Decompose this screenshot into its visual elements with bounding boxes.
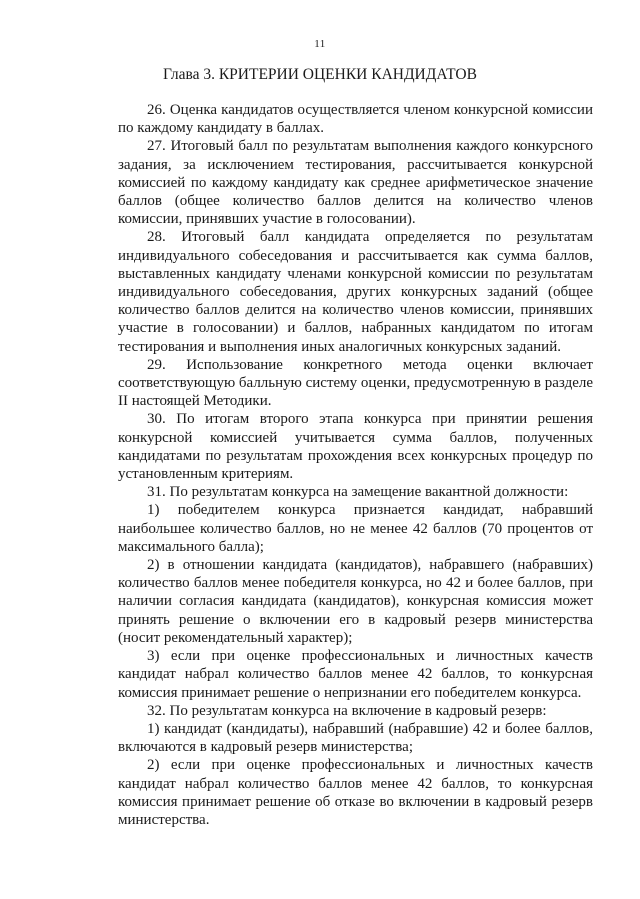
paragraph-30: 30. По итогам второго этапа конкурса при принятии решения конкурсной комиссией учитывается сумма баллов, полученных кандидатами по результатам прохождения всех конкурсных процедур по установленным критериям. <box>118 411 593 483</box>
paragraph-29: 29. Использование конкретного метода оценки включает соответствующую балльную систему оценки, предусмотренную в разделе II настоящей Методики. <box>118 356 593 410</box>
paragraph-27: 27. Итоговый балл по результатам выполнения каждого конкурсного задания, за исключением тестирования, рассчитывается конкурсной комиссией по каждому кандидату как среднее арифметическое значение баллов (общее количество баллов делится на количество членов комиссии, принявших участие в голосовании). <box>118 138 593 228</box>
paragraph-28: 28. Итоговый балл кандидата определяется по результатам индивидуального собеседования и рассчитывается как сумма баллов, выставленных кандидату членами конкурсной комиссии по результатам индивидуального собеседования, других конкурсных заданий (общее количество баллов делится на количество членов комиссии, принявших участие в голосовании) и баллов, набранных кандидатом по итогам тестирования и выполнения иных аналогичных конкурсных заданий. <box>118 229 593 355</box>
paragraph-26: 26. Оценка кандидатов осуществляется членом конкурсной комиссии по каждому кандидату в баллах. <box>118 102 593 137</box>
paragraph-32: 32. По результатам конкурса на включение в кадровый резерв: <box>147 702 547 719</box>
paragraph-32-item-1: 1) кандидат (кандидаты), набравший (набравшие) 42 и более баллов, включаются в кадровый резерв министерства; <box>118 720 593 756</box>
page-number: 11 <box>314 38 326 50</box>
paragraph-32-item-2: 2) если при оценке профессиональных и личностных качеств кандидат набрал количество баллов менее 42 баллов, то конкурсная комиссия принимает решение об отказе во включении в кадровый резерв министерства. <box>118 757 593 828</box>
paragraph-31: 31. По результатам конкурса на замещение вакантной должности: <box>147 484 569 501</box>
document-body <box>118 101 593 829</box>
paragraph-31-item-2: 2) в отношении кандидата (кандидатов), набравшего (набравших) количество баллов менее победителя конкурса, но 42 и более баллов, при наличии согласия кандидата (кандидатов), конкурсная комиссия может принять решение о включении его в кадровый резерв министерства (носит рекомендательный характер); <box>118 557 593 646</box>
paragraph-31-item-3: 3) если при оценке профессиональных и личностных качеств кандидат набрал количество баллов менее 42 баллов, то конкурсная комиссия принимает решение о непризнании его победителем конкурса. <box>118 648 593 701</box>
paragraph-31-item-1: 1) победителем конкурса признается кандидат, набравший наибольшее количество баллов, но не менее 42 баллов (70 процентов от максимального балла); <box>118 502 593 555</box>
chapter-title: Глава 3. КРИТЕРИИ ОЦЕНКИ КАНДИДАТОВ <box>163 66 477 83</box>
